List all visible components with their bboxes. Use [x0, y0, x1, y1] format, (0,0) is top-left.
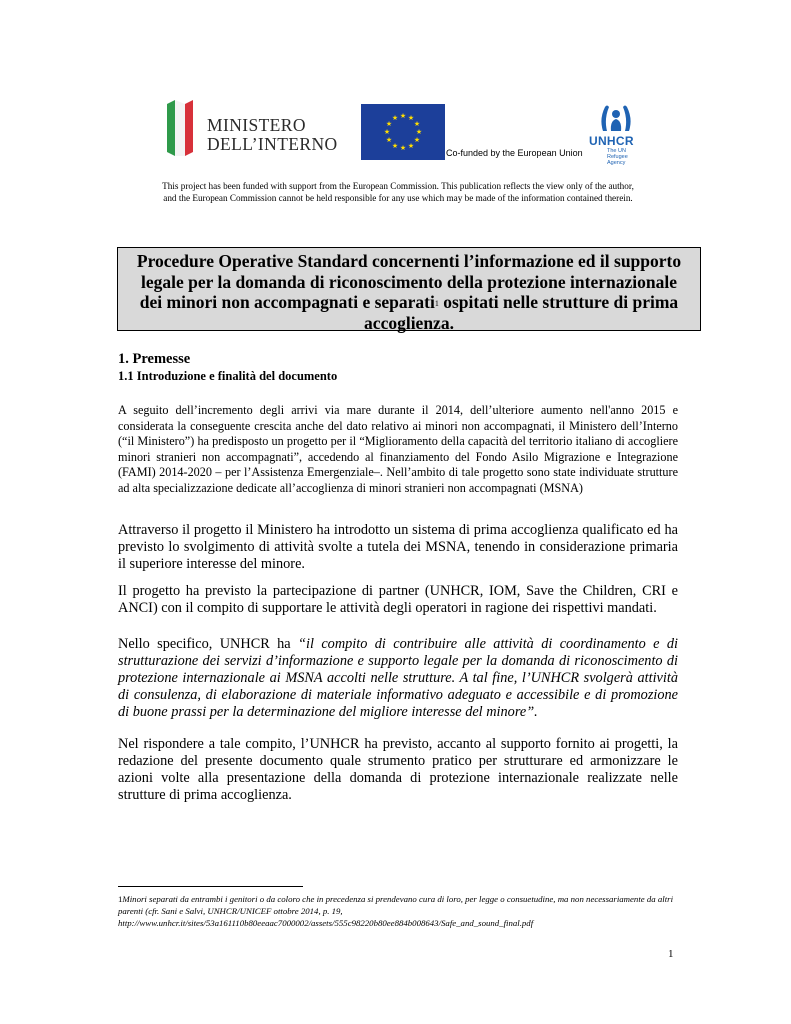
svg-text:★: ★ — [385, 136, 393, 144]
title-line1: Procedure Operative Standard concernenti l’informazione ed il supporto — [136, 251, 682, 271]
title-line3b: ospitati nelle strutture di prima — [438, 292, 679, 312]
title-footnote-mark: 1 — [434, 299, 439, 308]
svg-text:★: ★ — [413, 120, 421, 128]
disclaimer-line2: and the European Commission cannot be held responsible for any use which may be made of the information contained therein. — [163, 193, 633, 203]
section-subheading: 1.1 Introduzione e finalità del documento — [118, 369, 338, 383]
paragraph-document-purpose: Nel rispondere a tale compito, l’UNHCR ha previsto, accanto al supporto fornito ai progetti, la redazione del presente documento quale strumento pratico per strutturare ed armonizzare le azioni volte alla presentazione della domanda di protezione internazionale realizzate nelle strutture di prima accoglienza. — [118, 736, 678, 803]
footnote-text: Minori separati da entrambi i genitori o da coloro che in precedenza si prendevano cura di loro, per legge o consuetudine, ma non necessariamente da altri parenti (cfr. Sani e Salvi, UNHCR/UNICEF ottobre 2014, p. 19, http://www.unhcr.it/sites/53a161110b80eeaac7000002/assets/555c98220b80ee884b008643/Safe_and_sound_final.pdf — [118, 894, 674, 928]
unhcr-logo — [585, 101, 647, 166]
title-line4: accoglienza. — [364, 312, 454, 333]
ministry-name — [207, 116, 338, 154]
ministry-line1: MINISTERO — [207, 115, 306, 135]
ministero-interno-logo — [165, 100, 355, 158]
eu-flag-icon — [361, 104, 445, 160]
page-number: 1 — [668, 948, 674, 960]
footnote-divider — [118, 886, 303, 887]
svg-text:★: ★ — [391, 142, 399, 150]
document-title — [118, 251, 700, 333]
paragraph-unhcr-intro: Nello specifico, UNHCR ha — [118, 636, 299, 652]
eu-stars-icon — [361, 104, 445, 160]
title-line3a: dei minori non accompagnati e separati — [139, 292, 435, 312]
funding-disclaimer — [118, 180, 678, 204]
eu-cofunded-caption: Co-funded by the European Union — [446, 148, 583, 158]
unhcr-subtitle-line1: The UN — [607, 148, 626, 154]
title-line2: legale per la domanda di riconoscimento della protezione internazionale — [141, 271, 677, 292]
footnote-mark: 1 — [118, 894, 123, 904]
svg-text:★: ★ — [399, 112, 407, 120]
svg-text:★: ★ — [399, 144, 407, 152]
svg-text:★: ★ — [415, 128, 423, 136]
disclaimer-line1: This project has been funded with support from the European Commission. This publication reflects the view only of the author, — [162, 181, 634, 191]
paragraph-system: Attraverso il progetto il Ministero ha introdotto un sistema di prima accoglienza qualificato ed ha previsto lo svolgimento di attività svolte a tutela dei MSNA, tenendo in considerazione primaria il superiore interesse del minore. — [118, 522, 678, 572]
unhcr-subtitle — [607, 148, 647, 166]
svg-text:★: ★ — [391, 114, 399, 122]
unhcr-wordmark: UNHCR — [589, 134, 634, 148]
svg-text:★: ★ — [385, 120, 393, 128]
ministry-line2: DELL’INTERNO — [207, 134, 338, 154]
paragraph-unhcr-role — [118, 636, 678, 721]
svg-text:★: ★ — [407, 142, 415, 150]
paragraph-partners: Il progetto ha previsto la partecipazione di partner (UNHCR, IOM, Save the Children, CRI e ANCI) con il compito di supportare le attività degli operatori in ragione dei rispettivi mandati. — [118, 583, 678, 616]
section-heading: 1. Premesse — [118, 351, 191, 367]
svg-text:★: ★ — [383, 128, 391, 136]
footnote — [118, 893, 678, 929]
unhcr-subtitle-line2: Refugee Agency — [607, 154, 628, 166]
document-title-box — [117, 247, 701, 331]
svg-text:★: ★ — [407, 114, 415, 122]
title-line3 — [118, 292, 700, 313]
paragraph-introduction: A seguito dell’incremento degli arrivi via mare durante il 2014, dell’ulteriore aumento nell'anno 2015 e considerata la conseguente crescita anche del dato relativo ai minori non accompagnati, il Ministero dell’Interno (“il Ministero”) ha predisposto un progetto per il “Miglioramento della capacità del territorio italiano di accogliere minori stranieri non accompagnati”, accedendo al finanziamento del Fondo Asilo Migrazione e Integrazione (FAMI) 2014-2020 – per l’Assistenza Emergenziale–. Nell’ambito di tale progetto sono state individuate strutture ad alta specializzazione dedicate all’accoglienza di minori stranieri non accompagnati (MSNA) — [118, 403, 678, 495]
svg-text:★: ★ — [413, 136, 421, 144]
italian-flag-icon — [165, 100, 195, 156]
paragraph-unhcr-quote: “il compito di contribuire alle attività di coordinamento e di strutturazione dei servizi d’informazione e supporto legale per la domanda di riconoscimento di protezione internazionale ai MSNA accolti nelle strutture. A tal fine, l’UNHCR svolgerà attività di consulenza, di elaborazione di materiale informativo adeguato e accessibile e di promozione di buone prassi per la determinazione del migliore interesse del minore”. — [118, 636, 678, 720]
unhcr-emblem-icon — [585, 101, 647, 135]
